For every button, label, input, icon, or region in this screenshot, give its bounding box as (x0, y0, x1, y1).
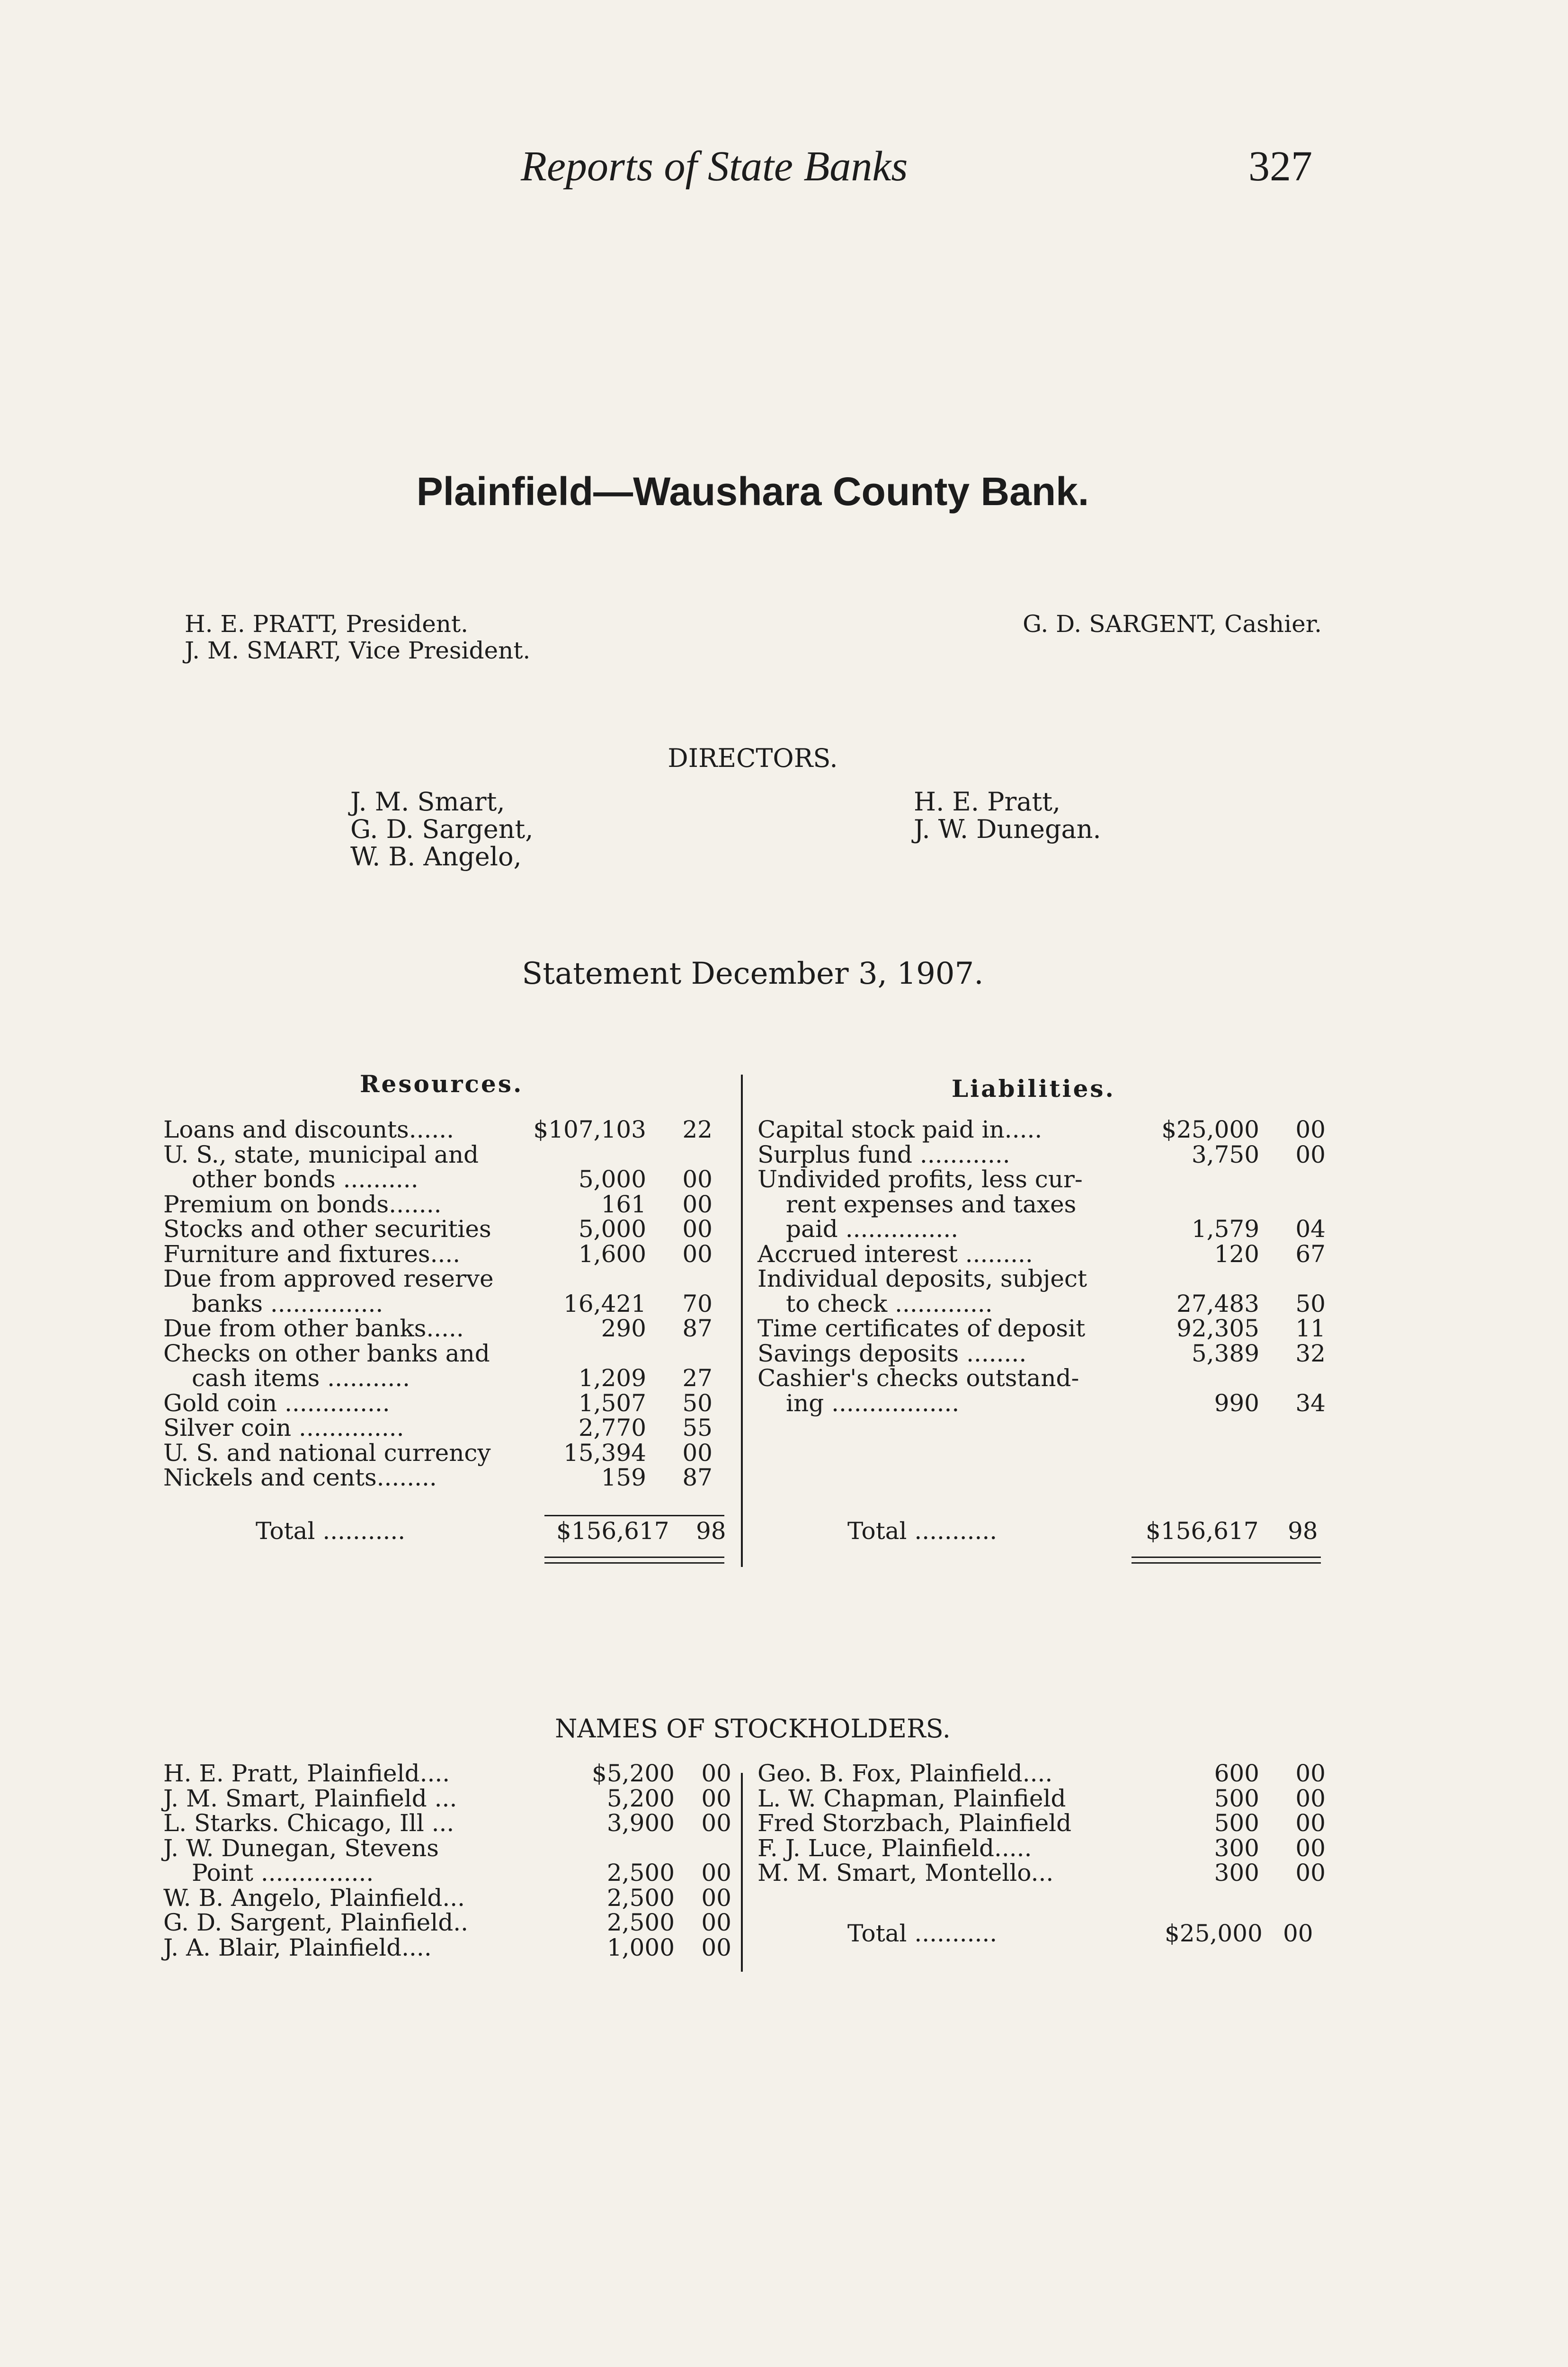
table-row (163, 1836, 741, 1861)
row-label: Capital stock paid in..... (757, 1116, 1042, 1143)
table-row (757, 1117, 1326, 1142)
row-cents: 00 (701, 1859, 731, 1886)
row-label: ing ................. (786, 1389, 960, 1417)
row-amount: 5,200 (606, 1784, 675, 1812)
row-label: Furniture and fixtures.... (163, 1240, 461, 1268)
table-row (163, 1366, 722, 1391)
running-title: Reports of State Banks (521, 143, 908, 190)
table-row (757, 1341, 1326, 1366)
stockholders-total-cents: 00 (1283, 1920, 1313, 1947)
resources-total-amount: $156,617 (556, 1517, 669, 1545)
table-row (163, 1391, 722, 1416)
table-row (163, 1316, 722, 1341)
double-rule (1131, 1562, 1321, 1564)
row-cents: 00 (682, 1166, 713, 1193)
row-cents: 00 (701, 1784, 731, 1812)
row-cents: 00 (682, 1190, 713, 1218)
liabilities-heading: Liabilities. (952, 1075, 1115, 1103)
row-label: paid ............... (786, 1215, 959, 1243)
row-amount: 600 (1214, 1760, 1259, 1787)
double-rule (544, 1562, 724, 1564)
table-row (163, 1935, 741, 1960)
row-amount: 1,600 (578, 1240, 646, 1268)
row-label: Accrued interest ......... (757, 1240, 1033, 1268)
stockholders-divider (741, 1773, 743, 1972)
vice-president-line: J. M. SMART, Vice President. (185, 637, 531, 664)
row-cents: 34 (1295, 1389, 1326, 1417)
table-row (163, 1415, 722, 1441)
row-cents: 87 (682, 1315, 713, 1342)
rule (544, 1515, 724, 1516)
row-amount: 5,000 (578, 1166, 646, 1193)
row-cents: 50 (682, 1389, 713, 1417)
director-name: J. W. Dunegan. (914, 814, 1101, 844)
table-row (163, 1142, 722, 1167)
row-amount: 5,000 (578, 1215, 646, 1243)
row-amount: 1,507 (578, 1389, 646, 1417)
table-row (163, 1117, 722, 1142)
table-row (757, 1391, 1326, 1416)
row-label: J. W. Dunegan, Stevens (163, 1834, 439, 1862)
row-amount: 1,000 (606, 1933, 675, 1961)
row-amount: 92,305 (1176, 1315, 1259, 1342)
row-amount: 300 (1214, 1859, 1259, 1886)
double-rule (1131, 1557, 1321, 1558)
directors-right (914, 788, 1101, 843)
row-label: U. S., state, municipal and (163, 1140, 479, 1168)
row-cents: 00 (1295, 1859, 1326, 1886)
table-row (757, 1836, 1326, 1861)
table-row (757, 1316, 1326, 1341)
row-amount: 2,500 (606, 1884, 675, 1912)
row-amount: 3,750 (1191, 1140, 1259, 1168)
row-label: Due from other banks..... (163, 1315, 464, 1342)
row-cents: 00 (1295, 1760, 1326, 1787)
row-amount: $5,200 (592, 1760, 675, 1787)
row-label: rent expenses and taxes (786, 1190, 1077, 1218)
row-label: L. W. Chapman, Plainfield (757, 1784, 1066, 1812)
table-row (757, 1242, 1326, 1267)
director-name: H. E. Pratt, (914, 787, 1061, 817)
table-row (757, 1761, 1326, 1786)
resources-list (163, 1117, 722, 1490)
table-row (757, 1786, 1326, 1811)
row-cents: 00 (1295, 1809, 1326, 1837)
row-label: F. J. Luce, Plainfield..... (757, 1834, 1032, 1862)
row-label: Savings deposits ........ (757, 1339, 1027, 1367)
row-label: L. Starks. Chicago, Ill ... (163, 1809, 454, 1837)
row-label: H. E. Pratt, Plainfield.... (163, 1760, 450, 1787)
row-amount: 161 (601, 1190, 646, 1218)
row-cents: 00 (1295, 1834, 1326, 1862)
table-row (757, 1291, 1326, 1317)
table-row (163, 1266, 722, 1291)
row-cents: 11 (1295, 1315, 1326, 1342)
row-amount: 159 (601, 1464, 646, 1491)
row-cents: 00 (682, 1439, 713, 1467)
table-row (163, 1761, 741, 1786)
row-label: Surplus fund ............ (757, 1140, 1010, 1168)
officers-right (1023, 611, 1322, 637)
table-row (163, 1167, 722, 1192)
directors-heading: DIRECTORS. (668, 743, 838, 773)
stockholders-total-label: Total ........... (847, 1920, 998, 1947)
row-label: Gold coin .............. (163, 1389, 390, 1417)
table-row (163, 1860, 741, 1886)
table-row (163, 1910, 741, 1935)
table-row (163, 1341, 722, 1366)
row-amount: 27,483 (1176, 1290, 1259, 1317)
table-row (163, 1886, 741, 1911)
row-cents: 00 (701, 1933, 731, 1961)
row-amount: 300 (1214, 1834, 1259, 1862)
resources-total-cents: 98 (696, 1517, 726, 1545)
row-amount: 1,579 (1191, 1215, 1259, 1243)
liabilities-total-cents: 98 (1288, 1517, 1318, 1545)
row-cents: 67 (1295, 1240, 1326, 1268)
liabilities-list (757, 1117, 1326, 1415)
row-amount: $107,103 (533, 1116, 646, 1143)
row-amount: 2,770 (578, 1414, 646, 1442)
table-row (163, 1192, 722, 1217)
page-number: 327 (1248, 143, 1312, 190)
row-cents: 27 (682, 1364, 713, 1392)
row-cents: 00 (682, 1240, 713, 1268)
statement-title: Statement December 3, 1907. (522, 956, 984, 991)
stockholders-total-amount: $25,000 (1165, 1920, 1263, 1947)
row-amount: 500 (1214, 1784, 1259, 1812)
row-label: Time certificates of deposit (757, 1315, 1086, 1342)
director-name: W. B. Angelo, (350, 842, 522, 872)
resources-heading: Resources. (360, 1070, 524, 1098)
row-amount: 5,389 (1191, 1339, 1259, 1367)
row-cents: 04 (1295, 1215, 1326, 1243)
liabilities-total-label: Total ........... (847, 1517, 998, 1545)
row-label: Premium on bonds....... (163, 1190, 442, 1218)
stockholders-left-list (163, 1761, 741, 1960)
row-label: M. M. Smart, Montello... (757, 1859, 1054, 1886)
row-amount: 2,500 (606, 1909, 675, 1936)
row-cents: 00 (682, 1215, 713, 1243)
row-label: Fred Storzbach, Plainfield (757, 1809, 1072, 1837)
row-amount: 290 (601, 1315, 646, 1342)
table-row (163, 1242, 722, 1267)
table-row (757, 1366, 1326, 1391)
director-name: G. D. Sargent, (350, 814, 534, 844)
row-label: Nickels and cents........ (163, 1464, 437, 1491)
row-label: Silver coin .............. (163, 1414, 404, 1442)
table-row (163, 1291, 722, 1317)
row-label: banks ............... (192, 1290, 383, 1317)
table-row (163, 1217, 722, 1242)
row-amount: 3,900 (606, 1809, 675, 1837)
officers-left (185, 611, 530, 664)
stockholders-heading: NAMES OF STOCKHOLDERS. (555, 1714, 951, 1744)
table-row (163, 1441, 722, 1466)
row-amount: 1,209 (578, 1364, 646, 1392)
bank-title: Plainfield—Waushara County Bank. (416, 469, 1089, 514)
row-cents: 00 (701, 1760, 731, 1787)
resources-total-label: Total ........... (256, 1517, 406, 1545)
row-cents: 00 (1295, 1140, 1326, 1168)
cashier-line: G. D. SARGENT, Cashier. (1023, 610, 1322, 638)
row-cents: 00 (1295, 1784, 1326, 1812)
column-divider (741, 1075, 743, 1567)
directors-left (350, 788, 533, 871)
table-row (757, 1860, 1326, 1886)
row-cents: 00 (701, 1884, 731, 1912)
row-label: Cashier's checks outstand- (757, 1364, 1079, 1392)
row-cents: 00 (701, 1809, 731, 1837)
row-label: W. B. Angelo, Plainfield... (163, 1884, 465, 1912)
table-row (757, 1266, 1326, 1291)
table-row (163, 1811, 741, 1836)
row-label: Due from approved reserve (163, 1265, 494, 1292)
table-row (163, 1465, 722, 1490)
row-cents: 87 (682, 1464, 713, 1491)
row-label: Checks on other banks and (163, 1339, 490, 1367)
row-label: other bonds .......... (192, 1166, 419, 1193)
row-cents: 32 (1295, 1339, 1326, 1367)
row-label: U. S. and national currency (163, 1439, 491, 1467)
row-label: Individual deposits, subject (757, 1265, 1087, 1292)
table-row (163, 1786, 741, 1811)
row-label: Point ............... (192, 1859, 374, 1886)
row-amount: 500 (1214, 1809, 1259, 1837)
row-label: to check ............. (786, 1290, 993, 1317)
row-amount: 120 (1214, 1240, 1259, 1268)
row-amount: 16,421 (563, 1290, 646, 1317)
row-amount: 2,500 (606, 1859, 675, 1886)
table-row (757, 1142, 1326, 1167)
row-label: G. D. Sargent, Plainfield.. (163, 1909, 469, 1936)
director-name: J. M. Smart, (350, 787, 505, 817)
row-cents: 00 (701, 1909, 731, 1936)
row-label: Stocks and other securities (163, 1215, 491, 1243)
table-row (757, 1217, 1326, 1242)
table-row (757, 1167, 1326, 1192)
stockholders-right-list (757, 1761, 1326, 1886)
row-cents: 00 (1295, 1116, 1326, 1143)
double-rule (544, 1557, 724, 1558)
row-label: J. M. Smart, Plainfield ... (163, 1784, 457, 1812)
table-row (757, 1192, 1326, 1217)
row-label: Geo. B. Fox, Plainfield.... (757, 1760, 1053, 1787)
row-amount: 990 (1214, 1389, 1259, 1417)
row-amount: 15,394 (563, 1439, 646, 1467)
row-amount: $25,000 (1161, 1116, 1259, 1143)
row-label: cash items ........... (192, 1364, 410, 1392)
president-line: H. E. PRATT, President. (185, 610, 468, 638)
table-row (757, 1811, 1326, 1836)
liabilities-total-amount: $156,617 (1146, 1517, 1259, 1545)
row-cents: 50 (1295, 1290, 1326, 1317)
row-cents: 22 (682, 1116, 713, 1143)
row-cents: 70 (682, 1290, 713, 1317)
row-label: Loans and discounts...... (163, 1116, 454, 1143)
row-label: Undivided profits, less cur- (757, 1166, 1083, 1193)
row-cents: 55 (682, 1414, 713, 1442)
row-label: J. A. Blair, Plainfield.... (163, 1933, 432, 1961)
